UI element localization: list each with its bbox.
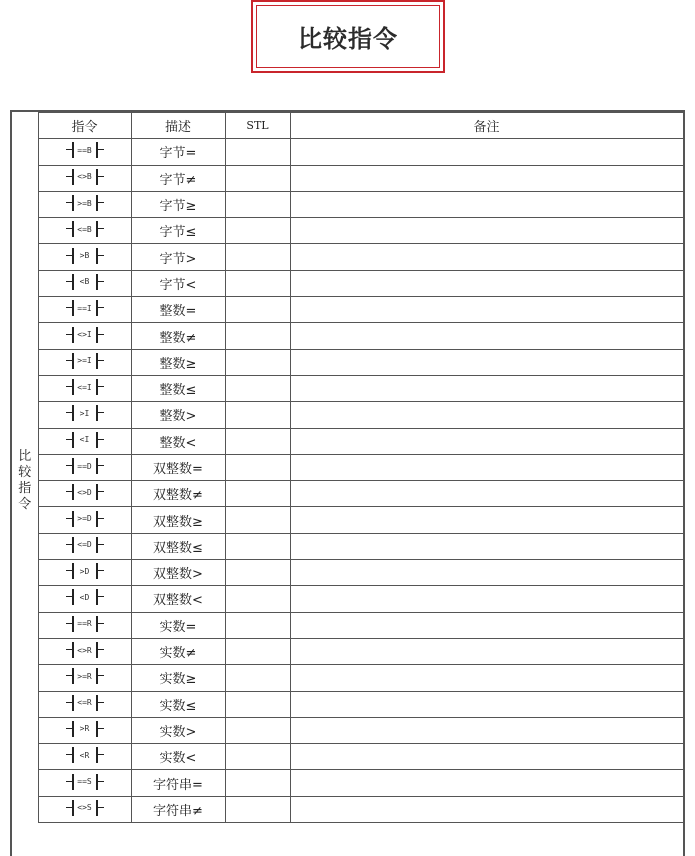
table-row bbox=[12, 638, 683, 664]
ladder-contact-symbol bbox=[72, 141, 98, 159]
instruction-operator: >=D bbox=[77, 514, 92, 524]
notes-cell bbox=[290, 612, 683, 638]
notes-cell bbox=[290, 270, 683, 296]
description-cell: 整数≠ bbox=[131, 323, 225, 349]
stl-cell bbox=[225, 717, 290, 743]
stl-cell bbox=[225, 191, 290, 217]
title-box bbox=[251, 0, 445, 73]
ladder-right-rail bbox=[96, 379, 98, 395]
notes-cell bbox=[290, 428, 683, 454]
instruction-operator: >D bbox=[79, 566, 90, 576]
description-cell: 整数= bbox=[131, 297, 225, 323]
ladder-left-rail bbox=[72, 379, 74, 395]
description-cell: 字节≠ bbox=[131, 165, 225, 191]
stl-cell bbox=[225, 744, 290, 770]
table-row bbox=[12, 717, 683, 743]
ladder-left-rail bbox=[72, 589, 74, 605]
notes-cell bbox=[290, 244, 683, 270]
ladder-contact-symbol bbox=[72, 326, 98, 344]
ladder-left-rail bbox=[72, 695, 74, 711]
notes-cell bbox=[290, 717, 683, 743]
notes-cell bbox=[290, 560, 683, 586]
ladder-contact-symbol bbox=[72, 352, 98, 370]
ladder-contact-symbol bbox=[72, 746, 98, 764]
table-row bbox=[12, 454, 683, 480]
notes-cell bbox=[290, 454, 683, 480]
table-row bbox=[12, 349, 683, 375]
instruction-operator: >=I bbox=[77, 356, 92, 366]
ladder-right-rail bbox=[96, 695, 98, 711]
stl-cell bbox=[225, 297, 290, 323]
ladder-right-rail bbox=[96, 458, 98, 474]
ladder-contact-symbol bbox=[72, 615, 98, 633]
ladder-left-rail bbox=[72, 327, 74, 343]
ladder-right-rail bbox=[96, 484, 98, 500]
ladder-right-rail bbox=[96, 432, 98, 448]
ladder-contact-symbol bbox=[72, 247, 98, 265]
description-cell: 字节= bbox=[131, 139, 225, 165]
notes-cell bbox=[290, 481, 683, 507]
ladder-contact-symbol bbox=[72, 299, 98, 317]
table-row bbox=[12, 481, 683, 507]
ladder-right-rail bbox=[96, 511, 98, 527]
ladder-right-rail bbox=[96, 248, 98, 264]
instruction-operator: <>B bbox=[77, 172, 92, 182]
instruction-cell bbox=[38, 402, 131, 428]
notes-cell bbox=[290, 191, 683, 217]
ladder-left-rail bbox=[72, 668, 74, 684]
description-cell: 双整数= bbox=[131, 454, 225, 480]
ladder-right-rail bbox=[96, 274, 98, 290]
ladder-left-rail bbox=[72, 642, 74, 658]
category-header-cell bbox=[12, 113, 38, 139]
table-row bbox=[12, 244, 683, 270]
ladder-left-rail bbox=[72, 300, 74, 316]
description-cell: 整数> bbox=[131, 402, 225, 428]
description-cell: 字节≤ bbox=[131, 218, 225, 244]
ladder-contact-symbol bbox=[72, 457, 98, 475]
description-cell: 实数≤ bbox=[131, 691, 225, 717]
notes-cell bbox=[290, 402, 683, 428]
table-row bbox=[12, 744, 683, 770]
ladder-contact-symbol bbox=[72, 694, 98, 712]
ladder-left-rail bbox=[72, 484, 74, 500]
ladder-left-rail bbox=[72, 195, 74, 211]
category-cell bbox=[12, 139, 38, 823]
ladder-right-rail bbox=[96, 589, 98, 605]
ladder-contact-symbol bbox=[72, 273, 98, 291]
instruction-cell bbox=[38, 349, 131, 375]
ladder-right-rail bbox=[96, 616, 98, 632]
instruction-operator: <B bbox=[79, 277, 90, 287]
stl-cell bbox=[225, 691, 290, 717]
table-header-row bbox=[12, 113, 683, 139]
instruction-cell bbox=[38, 560, 131, 586]
stl-cell bbox=[225, 165, 290, 191]
instruction-operator: <=R bbox=[77, 698, 92, 708]
description-cell: 字节≥ bbox=[131, 191, 225, 217]
stl-cell bbox=[225, 638, 290, 664]
instruction-cell bbox=[38, 139, 131, 165]
ladder-right-rail bbox=[96, 169, 98, 185]
notes-cell bbox=[290, 165, 683, 191]
table-row bbox=[12, 691, 683, 717]
instruction-cell bbox=[38, 165, 131, 191]
instruction-operator: <>I bbox=[77, 330, 92, 340]
ladder-contact-symbol bbox=[72, 404, 98, 422]
table-row bbox=[12, 428, 683, 454]
description-cell: 整数< bbox=[131, 428, 225, 454]
ladder-right-rail bbox=[96, 327, 98, 343]
table-row bbox=[12, 165, 683, 191]
ladder-right-rail bbox=[96, 721, 98, 737]
instruction-operator: >R bbox=[79, 724, 90, 734]
stl-cell bbox=[225, 770, 290, 796]
table-row bbox=[12, 533, 683, 559]
ladder-left-rail bbox=[72, 458, 74, 474]
ladder-right-rail bbox=[96, 537, 98, 553]
notes-cell bbox=[290, 218, 683, 244]
stl-cell bbox=[225, 560, 290, 586]
ladder-left-rail bbox=[72, 563, 74, 579]
description-cell: 实数= bbox=[131, 612, 225, 638]
comparison-table bbox=[10, 110, 685, 856]
ladder-contact-symbol bbox=[72, 378, 98, 396]
notes-cell bbox=[290, 139, 683, 165]
notes-cell bbox=[290, 638, 683, 664]
ladder-left-rail bbox=[72, 221, 74, 237]
notes-cell bbox=[290, 507, 683, 533]
ladder-left-rail bbox=[72, 274, 74, 290]
instruction-cell bbox=[38, 244, 131, 270]
instruction-cell bbox=[38, 270, 131, 296]
instruction-operator: >B bbox=[79, 251, 90, 261]
table-row bbox=[12, 139, 683, 165]
stl-cell bbox=[225, 665, 290, 691]
instruction-operator: <I bbox=[79, 435, 90, 445]
ladder-contact-symbol bbox=[72, 641, 98, 659]
ladder-left-rail bbox=[72, 774, 74, 790]
instruction-cell bbox=[38, 507, 131, 533]
stl-cell bbox=[225, 244, 290, 270]
notes-cell bbox=[290, 586, 683, 612]
category-label: 比较指令 bbox=[18, 448, 32, 512]
ladder-right-rail bbox=[96, 405, 98, 421]
stl-cell bbox=[225, 796, 290, 822]
table-row bbox=[12, 796, 683, 822]
stl-cell bbox=[225, 612, 290, 638]
stl-cell bbox=[225, 533, 290, 559]
instruction-operator: <D bbox=[79, 592, 90, 602]
table-row bbox=[12, 402, 683, 428]
ladder-right-rail bbox=[96, 668, 98, 684]
ladder-contact-symbol bbox=[72, 194, 98, 212]
ladder-right-rail bbox=[96, 563, 98, 579]
instruction-operator: ==I bbox=[77, 303, 92, 313]
ladder-right-rail bbox=[96, 642, 98, 658]
stl-cell bbox=[225, 454, 290, 480]
instruction-cell bbox=[38, 770, 131, 796]
stl-cell bbox=[225, 402, 290, 428]
table-row bbox=[12, 665, 683, 691]
comparison-table-grid bbox=[12, 112, 684, 823]
table-row bbox=[12, 770, 683, 796]
description-cell: 字节< bbox=[131, 270, 225, 296]
instruction-operator: >=B bbox=[77, 198, 92, 208]
ladder-right-rail bbox=[96, 353, 98, 369]
description-cell: 双整数≥ bbox=[131, 507, 225, 533]
notes-cell bbox=[290, 375, 683, 401]
ladder-left-rail bbox=[72, 432, 74, 448]
instruction-cell bbox=[38, 586, 131, 612]
stl-cell bbox=[225, 507, 290, 533]
instruction-cell bbox=[38, 428, 131, 454]
ladder-left-rail bbox=[72, 511, 74, 527]
ladder-right-rail bbox=[96, 800, 98, 816]
ladder-contact-symbol bbox=[72, 720, 98, 738]
instruction-operator: ==S bbox=[77, 777, 92, 787]
description-cell: 实数≥ bbox=[131, 665, 225, 691]
ladder-contact-symbol bbox=[72, 799, 98, 817]
ladder-contact-symbol bbox=[72, 667, 98, 685]
instruction-cell bbox=[38, 717, 131, 743]
notes-cell bbox=[290, 744, 683, 770]
ladder-left-rail bbox=[72, 142, 74, 158]
ladder-right-rail bbox=[96, 747, 98, 763]
notes-cell bbox=[290, 691, 683, 717]
ladder-left-rail bbox=[72, 169, 74, 185]
table-body bbox=[12, 139, 683, 823]
header-stl: STL bbox=[225, 113, 290, 139]
description-cell: 实数< bbox=[131, 744, 225, 770]
header-description: 描述 bbox=[131, 113, 225, 139]
instruction-operator: ==R bbox=[77, 619, 92, 629]
description-cell: 字节> bbox=[131, 244, 225, 270]
instruction-cell bbox=[38, 744, 131, 770]
ladder-contact-symbol bbox=[72, 220, 98, 238]
stl-cell bbox=[225, 218, 290, 244]
instruction-operator: >I bbox=[79, 408, 90, 418]
ladder-left-rail bbox=[72, 800, 74, 816]
ladder-left-rail bbox=[72, 405, 74, 421]
instruction-cell bbox=[38, 796, 131, 822]
stl-cell bbox=[225, 270, 290, 296]
ladder-contact-symbol bbox=[72, 536, 98, 554]
notes-cell bbox=[290, 770, 683, 796]
notes-cell bbox=[290, 349, 683, 375]
instruction-operator: <>R bbox=[77, 645, 92, 655]
stl-cell bbox=[225, 375, 290, 401]
instruction-cell bbox=[38, 454, 131, 480]
ladder-right-rail bbox=[96, 142, 98, 158]
notes-cell bbox=[290, 323, 683, 349]
ladder-left-rail bbox=[72, 537, 74, 553]
table-row bbox=[12, 560, 683, 586]
description-cell: 实数> bbox=[131, 717, 225, 743]
ladder-contact-symbol bbox=[72, 483, 98, 501]
notes-cell bbox=[290, 796, 683, 822]
table-row bbox=[12, 323, 683, 349]
description-cell: 字符串= bbox=[131, 770, 225, 796]
notes-cell bbox=[290, 665, 683, 691]
ladder-contact-symbol bbox=[72, 588, 98, 606]
instruction-operator: <R bbox=[79, 750, 90, 760]
stl-cell bbox=[225, 481, 290, 507]
stl-cell bbox=[225, 428, 290, 454]
description-cell: 整数≥ bbox=[131, 349, 225, 375]
notes-cell bbox=[290, 297, 683, 323]
ladder-right-rail bbox=[96, 300, 98, 316]
notes-cell bbox=[290, 533, 683, 559]
description-cell: 双整数≠ bbox=[131, 481, 225, 507]
page-title: 比较指令 bbox=[256, 5, 440, 68]
header-instruction: 指令 bbox=[38, 113, 131, 139]
table-row bbox=[12, 586, 683, 612]
ladder-contact-symbol bbox=[72, 168, 98, 186]
instruction-operator: <=D bbox=[77, 540, 92, 550]
ladder-contact-symbol bbox=[72, 431, 98, 449]
table-row bbox=[12, 191, 683, 217]
ladder-right-rail bbox=[96, 221, 98, 237]
instruction-cell bbox=[38, 691, 131, 717]
instruction-cell bbox=[38, 665, 131, 691]
ladder-contact-symbol bbox=[72, 510, 98, 528]
table-row bbox=[12, 507, 683, 533]
instruction-cell bbox=[38, 191, 131, 217]
instruction-cell bbox=[38, 533, 131, 559]
stl-cell bbox=[225, 323, 290, 349]
instruction-cell bbox=[38, 638, 131, 664]
ladder-left-rail bbox=[72, 353, 74, 369]
table-row bbox=[12, 612, 683, 638]
instruction-cell bbox=[38, 481, 131, 507]
instruction-cell bbox=[38, 323, 131, 349]
table-row bbox=[12, 270, 683, 296]
instruction-cell bbox=[38, 297, 131, 323]
instruction-operator: >=R bbox=[77, 671, 92, 681]
ladder-left-rail bbox=[72, 747, 74, 763]
instruction-operator: <=B bbox=[77, 224, 92, 234]
description-cell: 双整数≤ bbox=[131, 533, 225, 559]
description-cell: 实数≠ bbox=[131, 638, 225, 664]
ladder-left-rail bbox=[72, 248, 74, 264]
stl-cell bbox=[225, 349, 290, 375]
stl-cell bbox=[225, 586, 290, 612]
instruction-operator: ==B bbox=[77, 145, 92, 155]
instruction-cell bbox=[38, 612, 131, 638]
instruction-cell bbox=[38, 375, 131, 401]
description-cell: 双整数< bbox=[131, 586, 225, 612]
ladder-right-rail bbox=[96, 774, 98, 790]
table-row bbox=[12, 375, 683, 401]
description-cell: 双整数> bbox=[131, 560, 225, 586]
table-row bbox=[12, 218, 683, 244]
ladder-left-rail bbox=[72, 721, 74, 737]
table-row bbox=[12, 297, 683, 323]
stl-cell bbox=[225, 139, 290, 165]
description-cell: 字符串≠ bbox=[131, 796, 225, 822]
instruction-operator: <=I bbox=[77, 382, 92, 392]
ladder-left-rail bbox=[72, 616, 74, 632]
instruction-cell bbox=[38, 218, 131, 244]
ladder-right-rail bbox=[96, 195, 98, 211]
ladder-contact-symbol bbox=[72, 773, 98, 791]
instruction-operator: <>D bbox=[77, 487, 92, 497]
ladder-contact-symbol bbox=[72, 562, 98, 580]
description-cell: 整数≤ bbox=[131, 375, 225, 401]
instruction-operator: ==D bbox=[77, 461, 92, 471]
instruction-operator: <>S bbox=[77, 803, 92, 813]
header-notes: 备注 bbox=[290, 113, 683, 139]
